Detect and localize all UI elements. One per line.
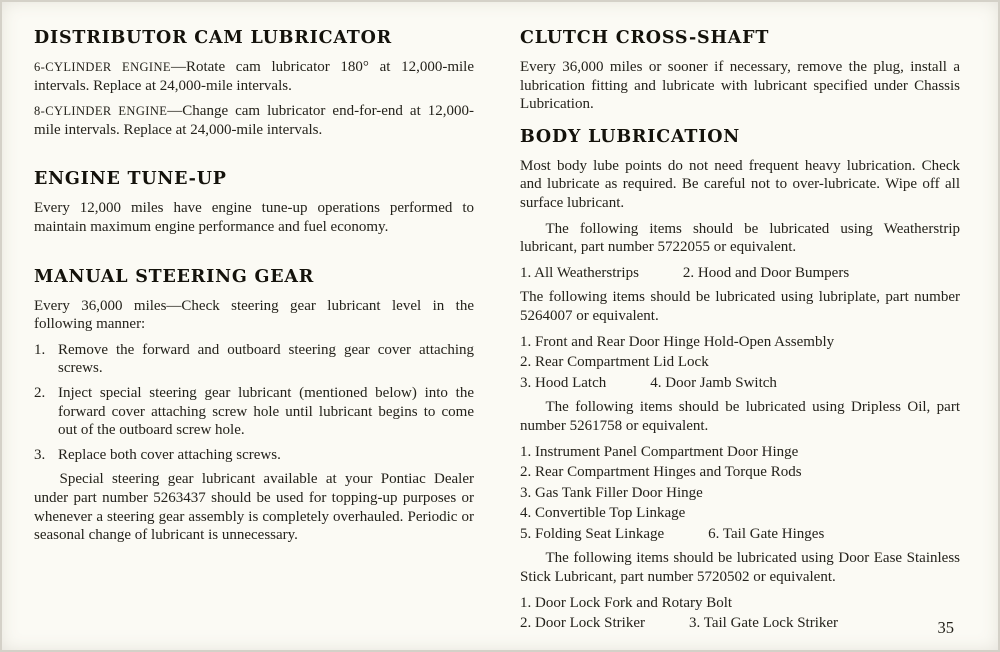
list-item: 1. Instrument Panel Compartment Door Hinge [520, 443, 799, 460]
step-number: 1. [34, 341, 46, 358]
page-number: 35 [937, 618, 954, 637]
list-item: 3. Hood Latch [520, 374, 607, 391]
step-number: 3. [34, 446, 46, 463]
list-item: 1. Front and Rear Door Hinge Hold-Open Assembly [520, 333, 835, 350]
list-item: 5. Folding Seat Linkage [520, 525, 665, 542]
paragraph-dripless-intro: The following items should be lubricated using Dripless Oil, part number 5261758 or equivalent. [520, 399, 960, 434]
list-item: 4. Door Jamb Switch [650, 374, 777, 391]
paragraph-steering-note: Special steering gear lubricant available at your Pontiac Dealer under part number 5263437 should be used for topping-up purposes or whenever a steering gear assembly is completely overhauled. Periodic or seasonal change of lubricant is unnecessary. [34, 471, 474, 544]
steering-step-2 [34, 384, 474, 440]
text-6-cylinder-engine: —Rotate cam lubricator 180° at 12,000-mile intervals. Replace at 24,000-mile intervals. [34, 59, 474, 94]
heading-engine-tune-up: ENGINE TUNE-UP [34, 169, 227, 190]
paragraph-weatherstrip-intro: The following items should be lubricated using Weatherstrip lubricant, part number 5722055 or equivalent. [520, 220, 960, 256]
steering-step-3 [34, 446, 474, 465]
heading-distributor-cam-lubricator: DISTRIBUTOR CAM LUBRICATOR [34, 28, 392, 48]
lubriplate-items-line [520, 374, 960, 393]
lead-8-cylinder-engine: 8-CYLINDER ENGINE [34, 104, 168, 119]
step-text: Replace both cover attaching screws. [58, 446, 281, 463]
step-text: Inject special steering gear lubricant (mentioned below) into the forward cover attaching screw hole until lubricant begins to come out of the outboard screw hole. [58, 384, 474, 439]
paragraph-clutch-cross-shaft: Every 36,000 miles or sooner if necessary, remove the plug, install a lubrication fitting and lubricate with lubricant specified under Chassis Lubrication. [520, 59, 960, 113]
right-column [520, 28, 960, 635]
paragraph-doorease-intro: The following items should be lubricated using Door Ease Stainless Stick Lubricant, part number 5720502 or equivalent. [520, 550, 960, 586]
heading-manual-steering-gear: MANUAL STEERING GEAR [34, 266, 315, 287]
heading-clutch-cross-shaft: CLUTCH CROSS-SHAFT [520, 28, 770, 48]
lead-6-cylinder-engine: 6-CYLINDER ENGINE [34, 60, 171, 74]
text-8-cylinder-engine: —Change cam lubricator end-for-end at 12,000-mile intervals. Replace at 24,000-mile intervals. [34, 103, 474, 138]
list-item: 3. Tail Gate Lock Striker [688, 615, 839, 632]
doorease-items-line [520, 614, 960, 633]
paragraph-steering-intro: Every 36,000 miles—Check steering gear lubricant level in the following manner: [34, 297, 474, 333]
list-item: 2. Hood and Door Bumpers [682, 264, 850, 281]
page-columns [34, 28, 960, 635]
list-item: 3. Gas Tank Filler Door Hinge [520, 484, 703, 501]
paragraph-engine-tune-up: Every 12,000 miles have engine tune-up operations performed to maintain maximum engine performance and fuel economy. [34, 200, 474, 235]
list-item: 2. Rear Compartment Hinges and Torque Rods [520, 464, 802, 481]
list-item: 2. Rear Compartment Lid Lock [520, 354, 709, 371]
paragraph-lubriplate-intro: The following items should be lubricated using lubriplate, part number 5264007 or equivalent. [520, 289, 960, 324]
list-item: 4. Convertible Top Linkage [520, 505, 686, 522]
paragraph-body-lube-general: Most body lube points do not need frequent heavy lubrication. Check and lubricate as required. Be careful not to over-lubricate. Wipe off all surface lubricant. [520, 157, 960, 211]
steering-step-1 [34, 341, 474, 378]
paragraph-8-cylinder-engine [34, 102, 474, 139]
list-item: 2. Door Lock Striker [520, 615, 645, 632]
weatherstrip-items-line [520, 264, 960, 283]
paragraph-6-cylinder-engine [34, 58, 474, 95]
list-item: 6. Tail Gate Hinges [708, 525, 825, 542]
left-column [34, 28, 474, 635]
dripless-items-line [520, 525, 960, 544]
step-number: 2. [34, 384, 46, 401]
list-item: 1. Door Lock Fork and Rotary Bolt [520, 594, 733, 611]
step-text: Remove the forward and outboard steering gear cover attaching screws. [58, 341, 474, 377]
list-item: 1. All Weatherstrips [520, 264, 639, 281]
heading-body-lubrication: BODY LUBRICATION [520, 126, 741, 147]
